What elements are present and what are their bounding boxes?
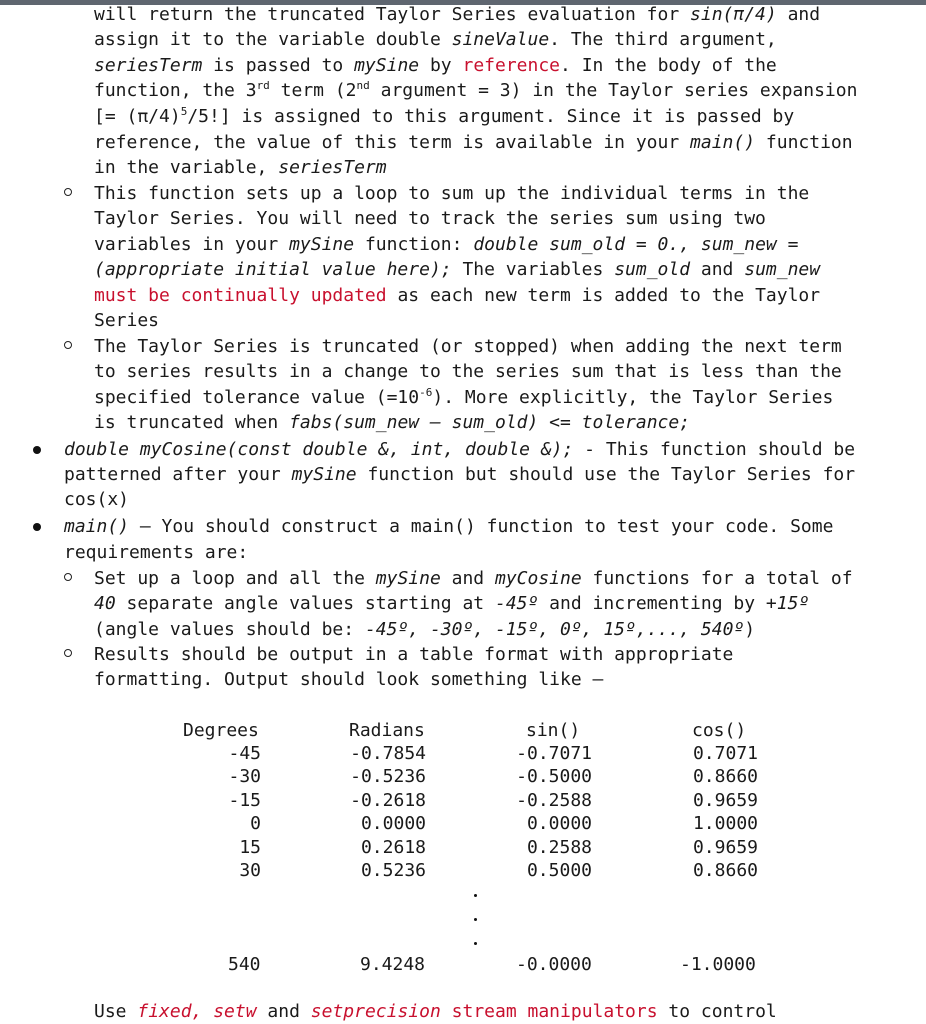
table-cell: -0.5236 <box>350 766 426 788</box>
table-cell: 0.2618 <box>360 836 426 858</box>
hollow-bullet-icon <box>64 188 72 196</box>
table-cell: 0.5000 <box>526 860 592 881</box>
table-cell: 0.8660 <box>692 860 758 881</box>
bullet-text: main() – You should construct a main() function to test your code. Some <box>64 516 834 537</box>
table-cell: 0.0000 <box>526 813 592 835</box>
ellipsis-dot <box>474 942 477 945</box>
bullet-text: specified tolerance value $(=10^{-6})$. More explicitly, the Taylor Series <box>94 386 834 408</box>
table-header-degrees: Degrees <box>183 720 259 741</box>
bullet-text: (appropriate initial value here); The variables sum_old and sum_new <box>94 259 821 280</box>
bullet-text: requirements are: <box>64 542 249 563</box>
bullet-text: variables in your mySine function: double sum_old = 0., sum_new = <box>94 234 799 255</box>
table-cell: -0.2588 <box>516 789 592 811</box>
para-line: in the variable, seriesTerm <box>94 157 387 178</box>
table-cell: 0 <box>250 813 261 835</box>
bullet-text: must be continually updated as each new term is added to the Taylor <box>94 285 821 306</box>
last-row-degrees: 540 <box>228 954 261 975</box>
table-cell: 0.2588 <box>526 836 592 858</box>
ellipsis-dot <box>474 894 477 897</box>
table-cell: 0.9659 <box>692 789 758 811</box>
bullet-text: The Taylor Series is truncated (or stopped) when adding the next term <box>94 336 842 357</box>
bullet-text: Taylor Series. You will need to track the series sum using two <box>94 208 766 229</box>
bullet-text: 40 separate angle values starting at -45º and incrementing by +15º <box>94 593 810 614</box>
last-row-radians: 9.4248 <box>360 954 426 975</box>
table-cell: -0.2618 <box>350 789 426 811</box>
bullet-text: (angle values should be: -45º, -30º, -15º, 0º, 15º,..., 540º) <box>94 619 756 640</box>
table-cell: -45 <box>228 743 261 764</box>
table-cell: 0.5236 <box>360 860 426 881</box>
filled-bullet-icon <box>33 523 41 531</box>
table-header-cos: cos() <box>692 720 747 741</box>
bullet-text: cos(x) <box>64 489 130 510</box>
last-row-sin: -0.0000 <box>516 954 592 975</box>
bullet-text: double myCosine(const double &, int, double &); - This function should be <box>64 439 856 460</box>
hollow-bullet-icon <box>64 649 72 657</box>
table-header-radians: Radians <box>349 720 425 741</box>
bullet-text: formatting. Output should look something like – <box>94 669 604 690</box>
table-cell: -0.5000 <box>516 766 592 788</box>
table-cell: -30 <box>228 766 261 788</box>
table-cell: 0.0000 <box>360 813 426 835</box>
para-line: [= $(\pi/4)^5/5$!] is assigned to this argument. Since it is passed by <box>94 105 795 127</box>
bullet-text: Series <box>94 310 160 331</box>
table-cell: 30 <box>239 860 261 881</box>
para-line: reference, the value of this term is available in your main() function <box>94 132 853 153</box>
table-cell: 0.7071 <box>692 743 758 764</box>
bullet-text: This function sets up a loop to sum up the individual terms in the <box>94 183 810 204</box>
table-cell: 0.9659 <box>692 836 758 858</box>
table-header-sin: sin() <box>526 720 581 741</box>
table-cell: 0.8660 <box>692 766 758 788</box>
table-cell: -0.7854 <box>350 743 426 764</box>
bullet-text: Set up a loop and all the mySine and myCosine functions for a total of <box>94 568 853 589</box>
bullet-text: is truncated when fabs(sum_new – sum_old) <= tolerance; <box>94 412 691 433</box>
filled-bullet-icon <box>33 446 41 454</box>
table-cell: -0.7071 <box>516 743 592 764</box>
bullet-text: to series results in a change to the series sum that is less than the <box>94 361 842 382</box>
para-line: seriesTerm is passed to mySine by reference. In the body of the <box>94 55 777 76</box>
ellipsis-dot <box>474 918 477 921</box>
footer-text: Use fixed, setw and setprecision stream manipulators to control <box>94 1001 777 1022</box>
hollow-bullet-icon <box>64 573 72 581</box>
last-row-cos: -1.0000 <box>680 954 756 975</box>
para-line: will return the truncated Taylor Series evaluation for sin(π/4) and <box>94 4 821 25</box>
hollow-bullet-icon <box>64 341 72 349</box>
bullet-text: patterned after your mySine function but should use the Taylor Series for <box>64 464 856 485</box>
table-cell: 1.0000 <box>692 813 758 835</box>
bullet-text: Results should be output in a table format with appropriate <box>94 644 734 665</box>
table-cell: 15 <box>239 836 261 858</box>
para-line: assign it to the variable double sineValue. The third argument, <box>94 29 777 50</box>
para-line: function, the 3rd term (2nd argument = 3) in the Taylor series expansion <box>94 79 858 101</box>
table-cell: -15 <box>228 789 261 811</box>
